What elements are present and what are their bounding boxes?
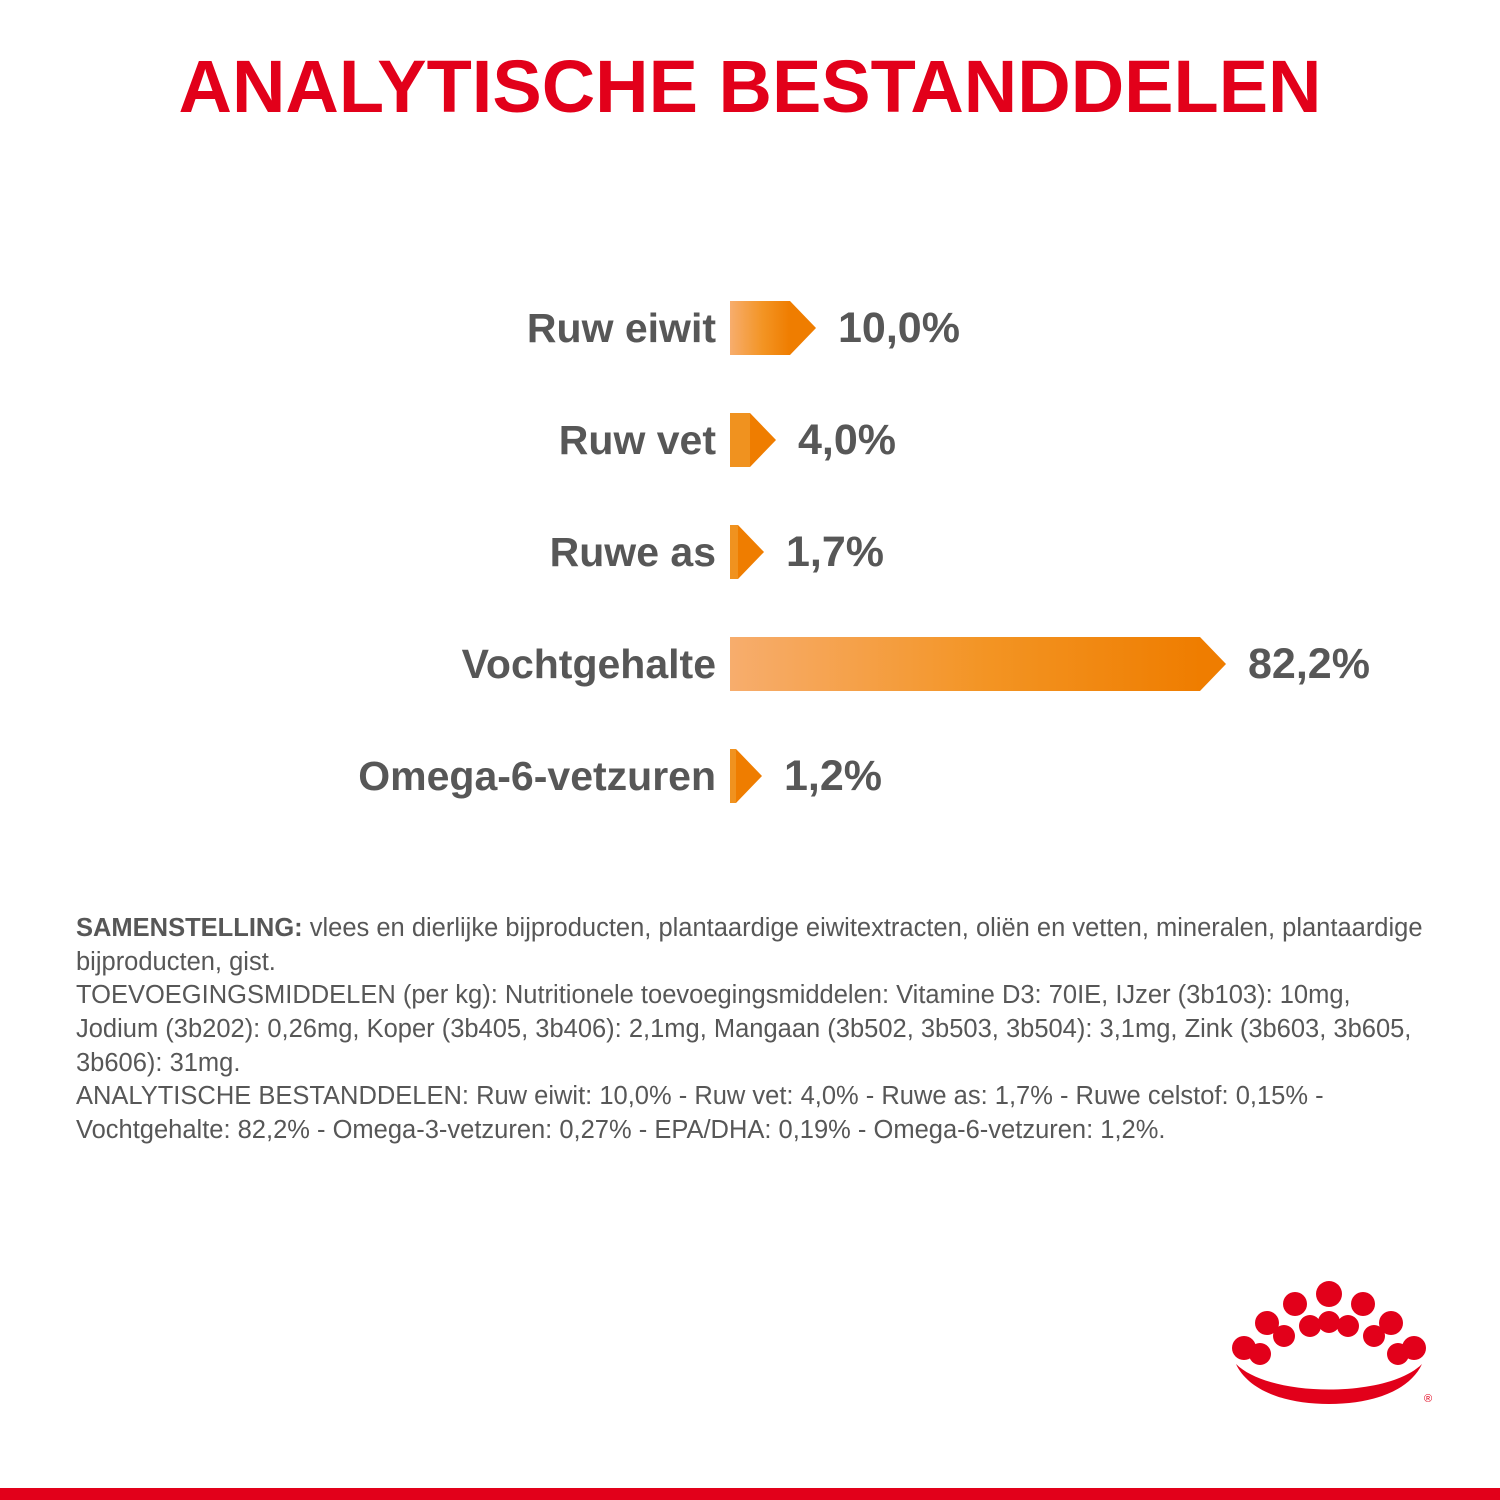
footer-bar — [0, 1488, 1500, 1500]
chart-row-label: Ruw eiwit — [526, 304, 716, 351]
chart-value-label: 1,7% — [786, 527, 885, 576]
chart-bar-wrap — [730, 637, 1500, 691]
chart-bar — [730, 413, 750, 467]
composition-block — [76, 912, 1428, 1148]
chart-bar-wrap — [730, 301, 1500, 355]
analytical-constituents-chart — [0, 272, 1500, 832]
analytical-constituents-paragraph: ANALYTISCHE BESTANDDELEN: Ruw eiwit: 10,0% - Ruw vet: 4,0% - Ruwe as: 1,7% - Ruwe celstof: 0,15% - Vochtgehalte: 82,2% - Omega-3-vetzuren: 0,27% - EPA/DHA: 0,19% - Omega-6-vetzuren: 1,2%. — [76, 1082, 1324, 1144]
chart-value-label: 10,0% — [838, 303, 960, 352]
chart-row — [0, 608, 1500, 720]
additives-paragraph: TOEVOEGINGSMIDDELEN (per kg): Nutritionele toevoegingsmiddelen: Vitamine D3: 70IE, IJzer (3b103): 10mg, Jodium (3b202): 0,26mg, Koper (3b405, 3b406): 2,1mg, Mangaan (3b502, 3b503, 3b504): 3,1mg, Zink (3b603, 3b605, 3b606): 31mg. — [76, 981, 1412, 1077]
chart-value-label: 4,0% — [798, 415, 897, 464]
composition-paragraph — [76, 912, 1428, 979]
chart-row-label: Vochtgehalte — [461, 640, 716, 687]
royal-canin-crown-logo — [1224, 1278, 1434, 1408]
svg-text:®: ® — [1424, 1393, 1433, 1405]
chart-bar — [730, 637, 1200, 691]
chart-row — [0, 272, 1500, 384]
chart-value-label: 82,2% — [1248, 639, 1370, 688]
composition-heading: SAMENSTELLING: — [76, 914, 303, 942]
chart-bar — [730, 749, 736, 803]
chart-row — [0, 496, 1500, 608]
chart-bar — [730, 301, 790, 355]
chart-bar-wrap — [730, 525, 1500, 579]
composition-text: vlees en dierlijke bijproducten, plantaardige eiwitextracten, oliën en vetten, mineralen, plantaardige bijproducten, gist. — [76, 914, 1423, 976]
chart-value-label: 1,2% — [784, 751, 883, 800]
chart-bar-wrap — [730, 749, 1500, 803]
chart-row-label: Omega-6-vetzuren — [358, 752, 716, 799]
chart-row — [0, 384, 1500, 496]
chart-row-label: Ruwe as — [549, 528, 716, 575]
page-title: ANALYTISCHE BESTANDDELEN — [178, 45, 1322, 128]
chart-row — [0, 720, 1500, 832]
chart-row-label: Ruw vet — [558, 416, 716, 463]
chart-bar-wrap — [730, 413, 1500, 467]
chart-bar — [730, 525, 738, 579]
